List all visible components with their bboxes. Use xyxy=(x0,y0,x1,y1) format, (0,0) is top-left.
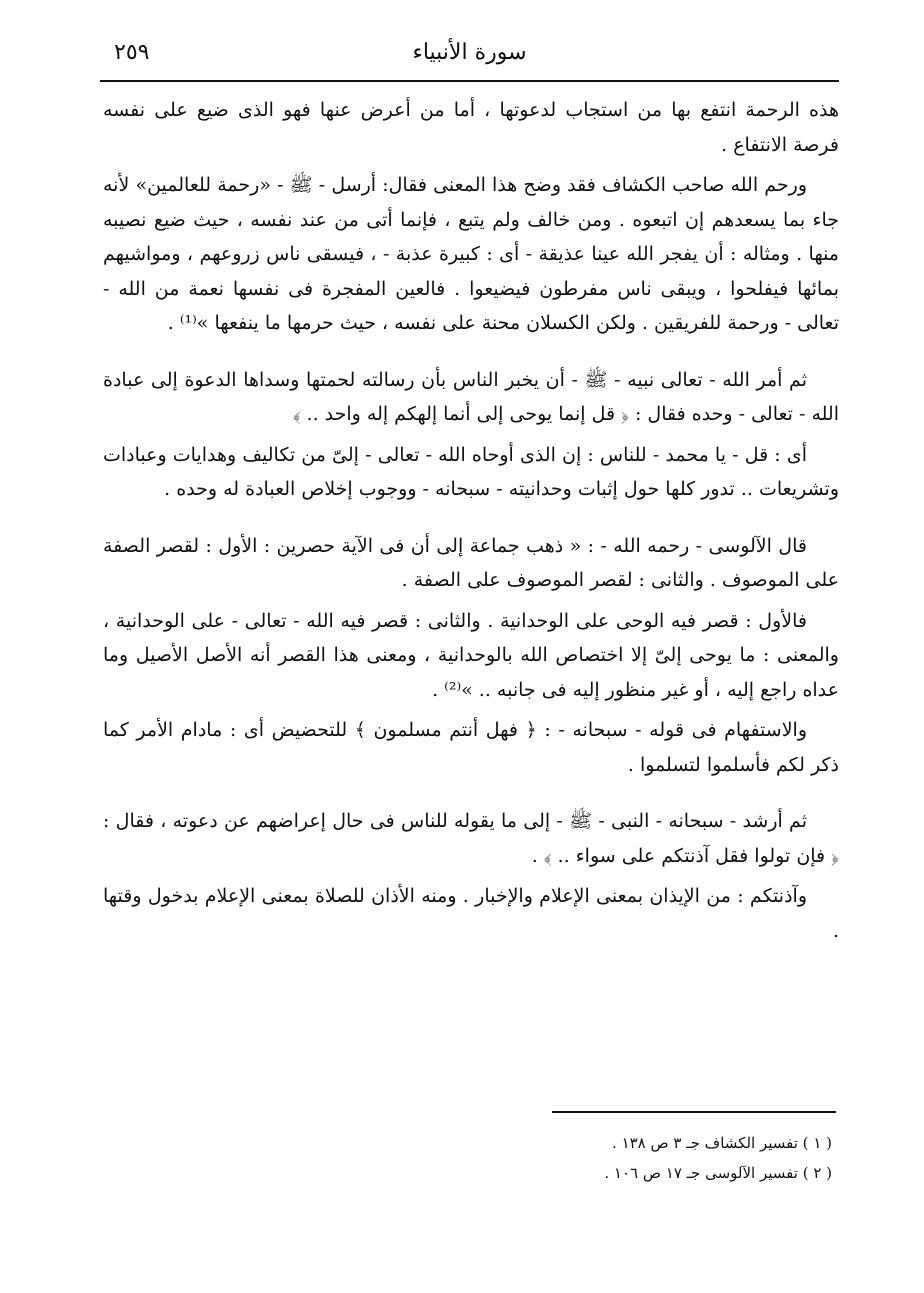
page-header xyxy=(100,36,839,82)
paragraph: فالأول : قصر فيه الوحى على الوحدانية . والثانى : قصر فيه الله - تعالى - على الوحدانية ، والمعنى : ما يوحى إلىّ إلا اختصاص الله بالوحدانية ، ومعنى هذا القصر أنه الأصل الأصيل وما عداه راجع إليه ، أو غير منظور إليه فى جانبه .. »⁽²⁾ . xyxy=(103,609,839,701)
paragraph: ثم أمر الله - تعالى نبيه - ﷺ - أن يخبر الناس بأن رسالته لحمتها وسداها الدعوة إلى عبادة الله - تعالى - وحده فقال : ﴿ قل إنما يوحى إلى أنما إلهكم إله واحد .. ﴾ xyxy=(103,368,839,425)
footnote: ( ٢ ) تفسير الآلوسى جـ ١٧ ص ١٠٦ . xyxy=(604,1164,832,1182)
footnote-divider xyxy=(552,1111,836,1113)
paragraph: وآذنتكم : من الإيذان بمعنى الإعلام والإخبار . ومنه الأذان للصلاة بمعنى الإعلام بدخول وقتها . xyxy=(103,885,839,942)
body-text xyxy=(103,93,839,954)
paragraph: قال الآلوسى - رحمه الله - : « ذهب جماعة إلى أن فى الآية حصرين : الأول : لقصر الصفة على الموصوف . والثانى : لقصر الموصوف على الصفة . xyxy=(103,534,839,591)
running-title: سورة الأنبياء xyxy=(412,40,527,65)
footnote: ( ١ ) تفسير الكشاف جـ ٣ ص ١٣٨ . xyxy=(612,1134,832,1152)
footnotes xyxy=(604,1128,832,1188)
page-number: ٢٥٩ xyxy=(114,40,150,65)
paragraph: أى : قل - يا محمد - للناس : إن الذى أوحاه الله - تعالى - إلىّ من تكاليف وهدايات وعبادات وتشريعات .. تدور كلها حول إثبات وحدانيته - سبحانه - ووجوب إخلاص العبادة له وحده . xyxy=(103,443,839,500)
paragraph: هذه الرحمة انتفع بها من استجاب لدعوتها ، أما من أعرض عنها فهو الذى ضيع على نفسه فرصة الانتفاع . xyxy=(103,99,839,156)
paragraph: ورحم الله صاحب الكشاف فقد وضح هذا المعنى فقال: أرسل - ﷺ - «رحمة للعالمين» لأنه جاء بما يسعدهم إن اتبعوه . ومن خالف ولم يتبع ، فإنما أتى من عند نفسه ، حيث ضيع نصيبه منها . ومثاله : أن يفجر الله عينا عذيقة - أى : كبيرة عذبة - ، فيسقى ناس زروعهم ، ومواشيهم بمائها فيفلحوا ، ويبقى ناس مفرطون فيضيعوا . فالعين المفجرة فى نفسها نعمة من الله - تعالى - ورحمة للفريقين . ولكن الكسلان محنة على نفسه ، حيث حرمها ما ينفعها »⁽¹⁾ . xyxy=(103,174,839,334)
paragraph: ثم أرشد - سبحانه - النبى - ﷺ - إلى ما يقوله للناس فى حال إعراضهم عن دعوته ، فقال : ﴿ فإن تولوا فقل آذنتكم على سواء .. ﴾ . xyxy=(103,810,839,867)
paragraph: والاستفهام فى قوله - سبحانه - : ﴿ فهل أنتم مسلمون ﴾ للتحضيض أى : مادام الأمر كما ذكر لكم فأسلموا لتسلموا . xyxy=(103,719,839,776)
